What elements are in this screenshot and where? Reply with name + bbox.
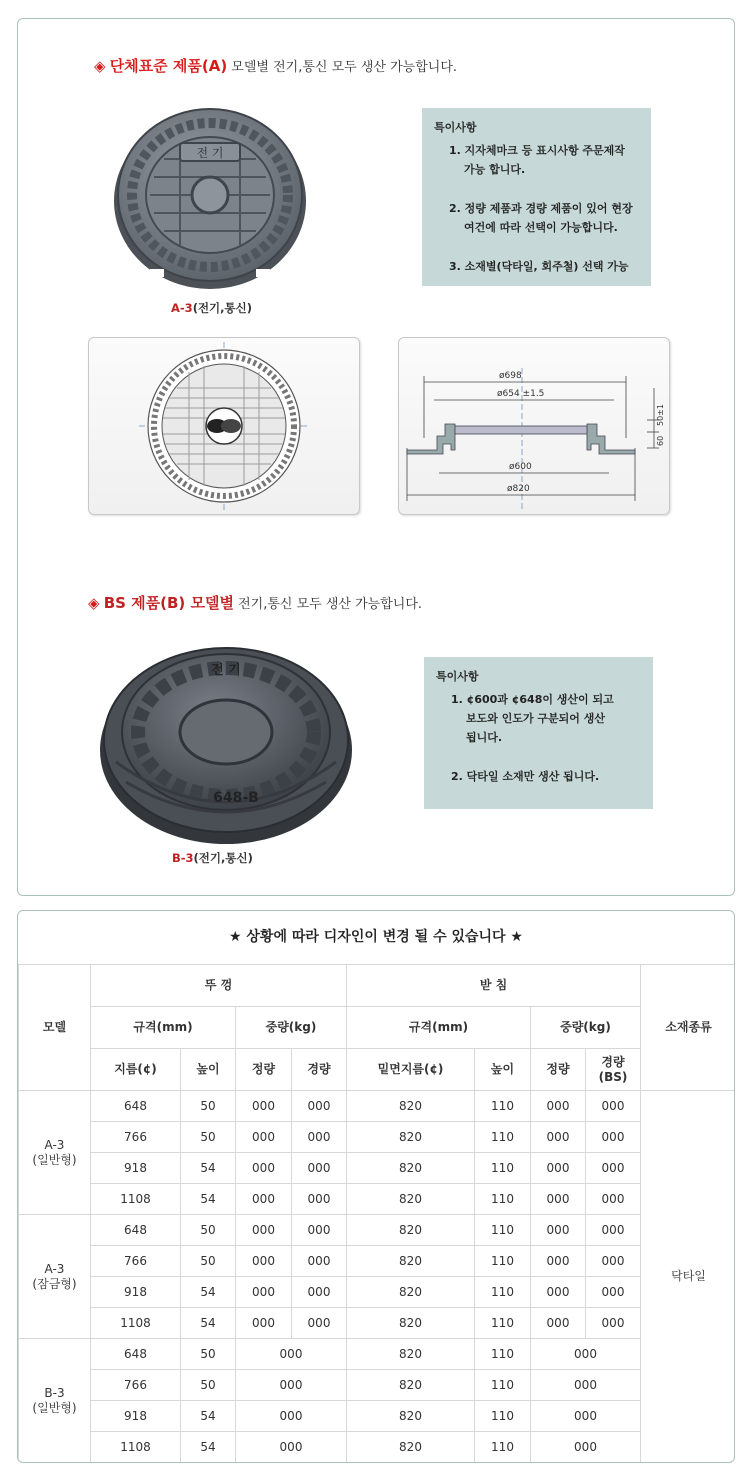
header-diameter: 지름(¢) xyxy=(91,1049,181,1091)
caption-b-code: B-3 xyxy=(172,851,194,865)
table-cell: 000 xyxy=(531,1122,586,1153)
table-cell: 000 xyxy=(531,1308,586,1339)
header-frame-spec: 규격(mm) xyxy=(347,1007,531,1049)
note-b-line-3: 됩니다. xyxy=(466,731,503,744)
table-cell: 766 xyxy=(91,1370,181,1401)
table-cell: 766 xyxy=(91,1122,181,1153)
header-model: 모델 xyxy=(19,965,91,1091)
table-cell: 110 xyxy=(475,1370,531,1401)
table-row xyxy=(19,1432,736,1463)
cover-b-code: 648-B xyxy=(213,790,259,806)
top-view-svg xyxy=(89,338,359,514)
table-cell: 1108 xyxy=(91,1184,181,1215)
top-view-drawing xyxy=(88,337,360,515)
header-frame-weight: 중량(kg) xyxy=(531,1007,641,1049)
table-cell: 110 xyxy=(475,1153,531,1184)
model-code: A-3 xyxy=(44,1261,65,1276)
table-row xyxy=(19,1277,736,1308)
header-cover-light: 경량 xyxy=(292,1049,347,1091)
table-row xyxy=(19,1401,736,1432)
table-cell: 000 xyxy=(531,1401,641,1432)
table-row xyxy=(19,1122,736,1153)
section-view-svg xyxy=(399,338,669,514)
table-cell: 50 xyxy=(181,1122,236,1153)
table-cell: 000 xyxy=(236,1401,347,1432)
note-a-line-5: 3. 소재별(닥타일, 회주철) 선택 가능 xyxy=(449,260,629,273)
dim-600: ø600 xyxy=(509,462,532,472)
table-cell: 820 xyxy=(347,1184,475,1215)
table-cell: 000 xyxy=(531,1432,641,1463)
note-b-line-4: 2. 닥타일 소재만 생산 됩니다. xyxy=(451,770,600,783)
table-row xyxy=(19,1339,736,1370)
table-row xyxy=(19,1246,736,1277)
section-b-title-rest: 전기,통신 모두 생산 가능합니다. xyxy=(233,597,423,612)
table-cell: 766 xyxy=(91,1246,181,1277)
caption-a xyxy=(171,300,252,316)
table-row xyxy=(19,1091,736,1122)
manhole-cover-b-image xyxy=(96,632,356,852)
header-cover-height: 높이 xyxy=(181,1049,236,1091)
table-cell: 000 xyxy=(531,1215,586,1246)
table-cell: 000 xyxy=(586,1246,641,1277)
model-cell xyxy=(19,1091,91,1215)
table-cell: 54 xyxy=(181,1432,236,1463)
section-a-bullet: ◈ xyxy=(94,57,106,75)
model-type: (잠금형) xyxy=(32,1276,77,1291)
table-cell: 50 xyxy=(181,1370,236,1401)
table-cell: 820 xyxy=(347,1432,475,1463)
table-cell: 820 xyxy=(347,1122,475,1153)
cover-a-emboss-text: 전 기 xyxy=(196,146,224,160)
section-b-title xyxy=(88,592,422,613)
table-cell: 000 xyxy=(292,1184,347,1215)
table-cell: 000 xyxy=(236,1370,347,1401)
spec-table xyxy=(18,964,735,1463)
model-type: (일반형) xyxy=(32,1400,77,1415)
dim-60: 60 xyxy=(656,435,665,446)
table-row xyxy=(19,1215,736,1246)
model-code: A-3 xyxy=(44,1137,65,1152)
section-b-bullet: ◈ xyxy=(88,594,100,612)
table-cell: 000 xyxy=(292,1246,347,1277)
product-panel xyxy=(17,18,735,896)
header-frame-light-bs: 경량 (BS) xyxy=(586,1049,641,1091)
table-cell: 000 xyxy=(531,1184,586,1215)
table-title: ★ 상황에 따라 디자인이 변경 될 수 있습니다 ★ xyxy=(228,929,523,945)
spec-table-body xyxy=(19,1091,736,1463)
table-cell: 000 xyxy=(586,1184,641,1215)
table-cell: 000 xyxy=(531,1153,586,1184)
header-cover-heavy: 정량 xyxy=(236,1049,292,1091)
table-cell: 000 xyxy=(531,1091,586,1122)
table-cell: 918 xyxy=(91,1277,181,1308)
table-cell: 50 xyxy=(181,1339,236,1370)
header-cover-spec: 규격(mm) xyxy=(91,1007,236,1049)
table-cell: 000 xyxy=(236,1153,292,1184)
table-cell: 000 xyxy=(236,1184,292,1215)
note-b-line-2: 보도와 인도가 구분되어 생산 xyxy=(466,712,605,725)
table-cell: 000 xyxy=(236,1339,347,1370)
table-cell: 820 xyxy=(347,1277,475,1308)
table-cell: 000 xyxy=(236,1215,292,1246)
table-cell: 820 xyxy=(347,1339,475,1370)
table-cell: 54 xyxy=(181,1277,236,1308)
spec-table-panel xyxy=(17,910,735,1463)
dim-820: ø820 xyxy=(507,484,530,494)
table-row xyxy=(19,1370,736,1401)
table-cell: 110 xyxy=(475,1277,531,1308)
table-cell: 000 xyxy=(586,1091,641,1122)
table-cell: 000 xyxy=(531,1339,641,1370)
note-b-line-1: 1. ¢600과 ¢648이 생산이 되고 xyxy=(451,693,614,706)
table-cell: 648 xyxy=(91,1339,181,1370)
table-cell: 110 xyxy=(475,1215,531,1246)
table-cell: 000 xyxy=(531,1277,586,1308)
header-cover: 뚜 껑 xyxy=(91,965,347,1007)
cover-b-emboss-text: 전 기 xyxy=(211,663,241,678)
table-cell: 110 xyxy=(475,1308,531,1339)
table-cell: 000 xyxy=(236,1246,292,1277)
table-cell: 918 xyxy=(91,1401,181,1432)
table-cell: 000 xyxy=(292,1153,347,1184)
table-cell: 54 xyxy=(181,1184,236,1215)
table-cell: 000 xyxy=(236,1308,292,1339)
note-a-line-1: 1. 지자체마크 등 표시사항 주문제작 xyxy=(449,144,625,157)
table-cell: 000 xyxy=(586,1277,641,1308)
note-a-heading: 특이사항 xyxy=(434,121,477,134)
model-cell xyxy=(19,1215,91,1339)
table-cell: 820 xyxy=(347,1401,475,1432)
model-cell xyxy=(19,1339,91,1463)
table-cell: 110 xyxy=(475,1122,531,1153)
table-cell: 000 xyxy=(292,1122,347,1153)
header-frame-heavy: 정량 xyxy=(531,1049,586,1091)
table-cell: 820 xyxy=(347,1246,475,1277)
caption-a-code: A-3 xyxy=(171,301,193,315)
table-cell: 000 xyxy=(292,1215,347,1246)
model-type: (일반형) xyxy=(32,1152,77,1167)
table-cell: 50 xyxy=(181,1091,236,1122)
header-base-diameter: 밑면지름(¢) xyxy=(347,1049,475,1091)
note-b-heading: 특이사항 xyxy=(436,670,479,683)
manhole-cover-a-image xyxy=(110,97,310,297)
table-cell: 918 xyxy=(91,1153,181,1184)
note-a-line-2: 가능 합니다. xyxy=(464,163,526,176)
table-cell: 820 xyxy=(347,1153,475,1184)
caption-b-rest: (전기,통신) xyxy=(193,851,253,865)
table-cell: 000 xyxy=(586,1308,641,1339)
table-cell: 54 xyxy=(181,1401,236,1432)
header-frame-height: 높이 xyxy=(475,1049,531,1091)
table-cell: 110 xyxy=(475,1184,531,1215)
dim-50: 50±1 xyxy=(656,404,665,426)
table-cell: 820 xyxy=(347,1091,475,1122)
table-cell: 54 xyxy=(181,1308,236,1339)
section-a-title xyxy=(94,55,457,76)
model-code: B-3 xyxy=(44,1385,65,1400)
table-cell: 110 xyxy=(475,1432,531,1463)
section-a-title-highlight: 단체표준 제품(A) xyxy=(109,57,228,75)
table-cell: 820 xyxy=(347,1215,475,1246)
section-view-drawing xyxy=(398,337,670,515)
note-a-line-3: 2. 정량 제품과 경량 제품이 있어 현장 xyxy=(449,202,633,215)
header-material: 소재종류 xyxy=(641,965,736,1091)
header-frame: 받 침 xyxy=(347,965,641,1007)
table-cell: 000 xyxy=(236,1432,347,1463)
section-b-title-highlight: BS 제품(B) 모델별 xyxy=(103,594,234,612)
table-cell: 648 xyxy=(91,1215,181,1246)
table-cell: 50 xyxy=(181,1246,236,1277)
table-cell: 820 xyxy=(347,1308,475,1339)
table-cell: 000 xyxy=(236,1122,292,1153)
table-cell: 110 xyxy=(475,1339,531,1370)
note-box-a xyxy=(422,108,651,286)
table-cell: 1108 xyxy=(91,1432,181,1463)
table-cell: 000 xyxy=(586,1153,641,1184)
dim-698: ø698 xyxy=(499,371,522,381)
table-cell: 000 xyxy=(292,1091,347,1122)
note-a-line-4: 여건에 따라 선택이 가능합니다. xyxy=(464,221,618,234)
material-cell: 닥타일 xyxy=(641,1091,736,1463)
table-cell: 110 xyxy=(475,1401,531,1432)
table-row xyxy=(19,1308,736,1339)
note-box-b xyxy=(424,657,653,809)
table-cell: 648 xyxy=(91,1091,181,1122)
table-cell: 000 xyxy=(531,1370,641,1401)
section-a-title-rest: 모델별 전기,통신 모두 생산 가능합니다. xyxy=(227,60,458,75)
table-cell: 000 xyxy=(292,1277,347,1308)
table-cell: 110 xyxy=(475,1091,531,1122)
table-cell: 1108 xyxy=(91,1308,181,1339)
table-cell: 54 xyxy=(181,1153,236,1184)
table-cell: 820 xyxy=(347,1370,475,1401)
table-row xyxy=(19,1153,736,1184)
header-cover-weight: 중량(kg) xyxy=(236,1007,347,1049)
caption-a-rest: (전기,통신) xyxy=(192,301,253,315)
caption-b xyxy=(172,850,253,866)
table-cell: 000 xyxy=(531,1246,586,1277)
table-cell: 000 xyxy=(586,1215,641,1246)
table-cell: 000 xyxy=(292,1308,347,1339)
table-row xyxy=(19,1184,736,1215)
dim-654: ø654 ±1.5 xyxy=(497,389,545,399)
table-cell: 000 xyxy=(236,1277,292,1308)
table-cell: 000 xyxy=(236,1091,292,1122)
table-cell: 000 xyxy=(586,1122,641,1153)
table-cell: 50 xyxy=(181,1215,236,1246)
table-cell: 110 xyxy=(475,1246,531,1277)
